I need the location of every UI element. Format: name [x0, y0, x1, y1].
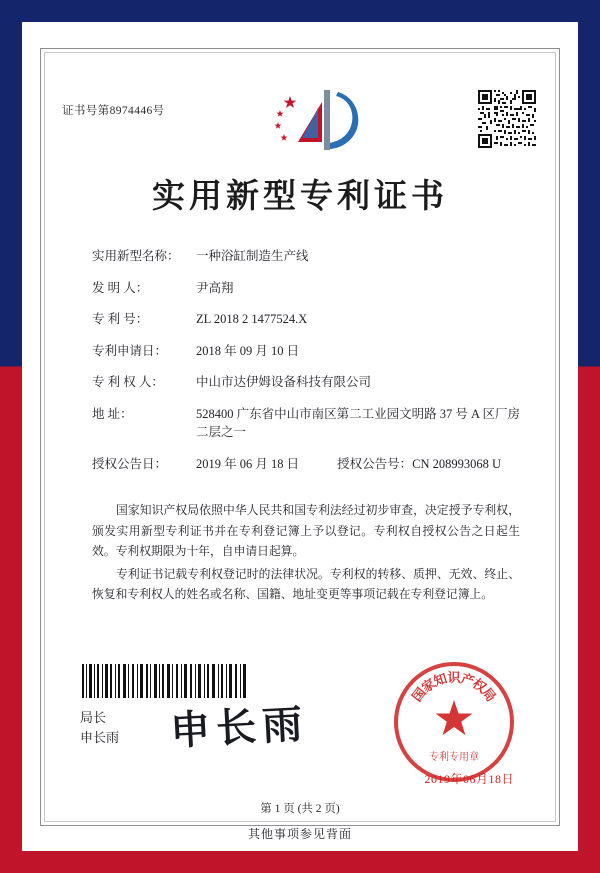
field-value: 一种浴缸制造生产线	[196, 249, 309, 263]
cnipa-logo-icon	[268, 86, 364, 156]
certificate-number: 证书号第8974446号	[62, 105, 165, 117]
official-seal	[392, 660, 516, 784]
svg-text:知: 知	[431, 670, 449, 689]
svg-text:专利专用章: 专利专用章	[429, 752, 479, 763]
announcement-date-value: 2019 年 06 月 18 日	[196, 457, 300, 471]
field-label: 发 明 人：	[92, 280, 149, 295]
announcement-number-value: CN 208993068 U	[412, 457, 502, 471]
field-value: ZL 2018 2 1477524.X	[196, 312, 308, 326]
director-name-label: 申长雨	[80, 730, 120, 745]
field-label: 专利申请日：	[92, 343, 168, 358]
field-patentee	[92, 374, 522, 391]
field-list	[92, 248, 522, 488]
announcement-date-label: 授权公告日：	[92, 457, 168, 471]
field-value: 528400 广东省中山市南区第二工业园文明路 37 号 A 区厂房	[196, 406, 520, 421]
seal-date: 2019年06月18日	[424, 772, 514, 786]
svg-text:产: 产	[459, 670, 477, 689]
page-title: 实用新型专利证书	[152, 179, 448, 215]
field-label: 专 利 号：	[92, 312, 149, 326]
field-value: 尹高翔	[196, 280, 234, 295]
field-application-date	[92, 343, 522, 360]
svg-text:家: 家	[418, 675, 439, 696]
svg-text:权: 权	[469, 675, 490, 696]
svg-text:识: 识	[447, 670, 461, 685]
field-patent-number	[92, 311, 522, 328]
paragraph-1: 国家知识产权局依照中华人民共和国专利法经过初步审查，决定授予专利权，颁发实用新型专利证书并在专利登记簿上予以登记。专利权自授权公告之日起生效。专利权期限为十年，自申请日起算。	[92, 503, 520, 558]
svg-text:局: 局	[479, 684, 499, 705]
director-title-label: 局长	[80, 710, 107, 725]
footnote: 其他事项参见背面	[247, 827, 352, 841]
announcement-number-label: 授权公告号：	[337, 457, 413, 471]
page-number: 第 1 页 (共 2 页)	[260, 803, 340, 815]
certificate-content	[40, 48, 560, 826]
field-value-line2: 二层之一	[196, 424, 247, 439]
field-label: 实用新型名称：	[92, 249, 180, 263]
field-invention-name	[92, 248, 522, 265]
field-announcement	[92, 456, 522, 473]
signature-labels	[80, 708, 119, 748]
field-label: 专 利 权 人：	[92, 375, 164, 389]
barcode	[80, 664, 248, 698]
svg-text:国: 国	[409, 684, 429, 705]
field-value: 2018 年 09 月 10 日	[196, 343, 300, 358]
qr-code	[478, 90, 536, 148]
field-value: 中山市达伊姆设备科技有限公司	[196, 375, 372, 389]
field-inventor	[92, 280, 522, 297]
handwritten-signature: 申长雨	[169, 701, 310, 754]
field-label: 地 址：	[92, 406, 133, 421]
legal-paragraphs	[92, 500, 520, 607]
field-address	[92, 406, 522, 442]
paragraph-2: 专利证书记载专利权登记时的法律状况。专利权的转移、质押、无效、终止、恢复和专利权人的姓名或名称、国籍、地址变更等事项记载在专利登记簿上。	[92, 566, 520, 601]
